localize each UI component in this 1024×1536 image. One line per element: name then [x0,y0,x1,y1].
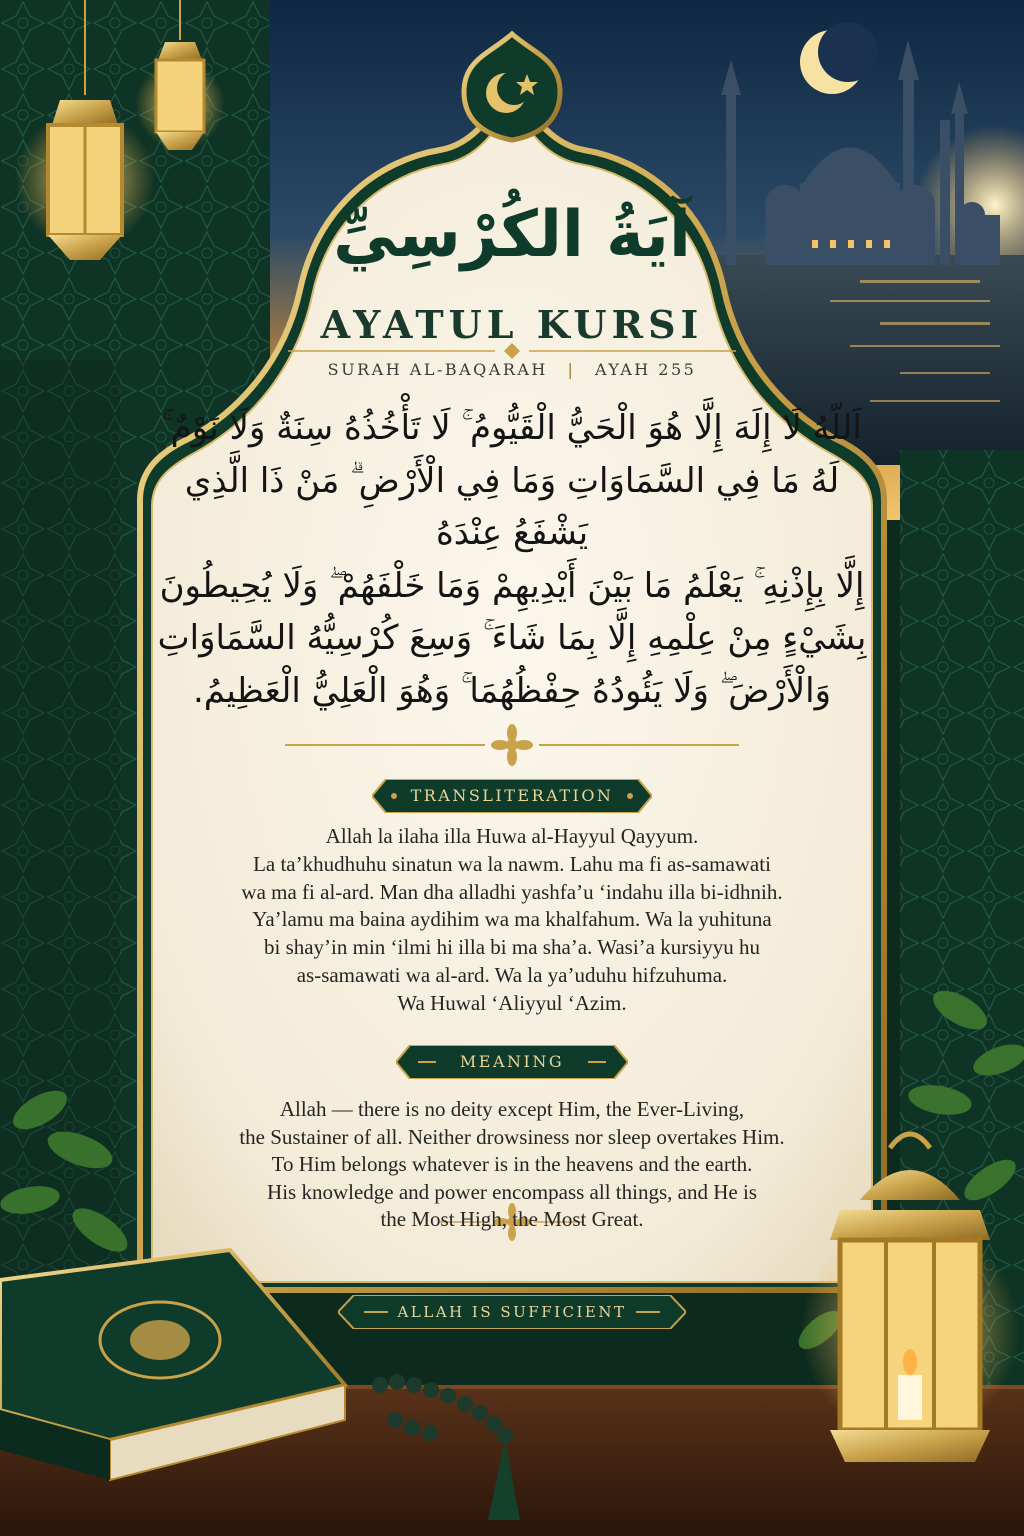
transliteration-line: Wa Huwal ‘Aliyyul ‘Azim. [397,990,627,1015]
subtitle-separator: | [567,360,576,379]
meaning-line: Allah — there is no deity except Him, the Ever-Living, [279,1097,745,1121]
transliteration-line: La ta’khudhuhu sinatun wa la nawm. Lahu ma fi as-samawati [253,851,771,876]
surah-name: SURAH AL-BAQARAH [327,360,548,379]
transliteration-line: wa ma fi al-ard. Man dha alladhi yashfa’u ‘indahu illa bi-idhnih. [241,879,783,904]
transliteration-line: bi shay’in min ‘ilmi hi illa bi ma sha’a. Wasi’a kursiyyu hu [263,935,760,960]
arabic-title: آيَةُ الكُرْسِيِّ [333,198,691,272]
meaning-line: His knowledge and power encompass all things, and He is [267,1179,757,1204]
transliteration-heading-label: TRANSLITERATION [410,786,614,805]
transliteration-heading [372,779,652,813]
footer-badge [338,1295,686,1329]
meaning-line: the Sustainer of all. Neither drowsiness nor sleep overtakes Him. [239,1124,785,1149]
arabic-verse [142,402,882,717]
latin-title: AYATUL KURSI [320,302,704,347]
meaning-heading-label: MEANING [459,1052,565,1071]
verse-line: بِشَيْءٍ مِنْ عِلْمِهِ إِلَّا بِمَا شَاءَ ۚ وَسِعَ كُرْسِيُّهُ السَّمَاوَاتِ [157,618,867,658]
meaning-line: To Him belongs whatever is in the heavens and the earth. [271,1152,753,1176]
verse-line: إِلَّا بِإِذْنِهِ ۚ يَعْلَمُ مَا بَيْنَ أَيْدِيهِمْ وَمَا خَلْفَهُمْ ۖ وَلَا يُحِيطُونَ [159,565,865,606]
verse-line: لَهُ مَا فِي السَّمَاوَاتِ وَمَا فِي الْأَرْضِ ۗ مَنْ ذَا الَّذِي يَشْفَعُ عِنْدَهُ [184,460,840,553]
footer-badge-label: ALLAH IS SUFFICIENT [397,1303,627,1321]
transliteration-line: Ya’lamu ma baina aydihim wa ma khalfahum. Wa la yuhituna [252,907,772,932]
verse-line: وَالْأَرْضَ ۖ وَلَا يَئُودُهُ حِفْظُهُمَا ۚ وَهُوَ الْعَلِيُّ الْعَظِيمُ. [193,670,831,711]
verse-line: اَللّهُ لَا إِلَهَ إِلَّا هُوَ الْحَيُّ الْقَيُّومُ ۚ لَا تَأْخُذُهُ سِنَةٌ وَلَا نَوْمٌ ۚ [162,408,862,448]
transliteration-line: as-samawati wa al-ard. Wa la ya’uduhu hifzuhuma. [296,962,728,987]
meaning-heading [396,1045,628,1079]
meaning-line: the Most High, the Most Great. [380,1207,644,1231]
transliteration-text [0,823,1024,1018]
surah-ayah-subtitle [0,360,1024,379]
meaning-text [0,1096,1024,1234]
transliteration-line: Allah la ilaha illa Huwa al-Hayyul Qayyum. [325,824,699,848]
ayah-number: AYAH 255 [594,360,697,379]
